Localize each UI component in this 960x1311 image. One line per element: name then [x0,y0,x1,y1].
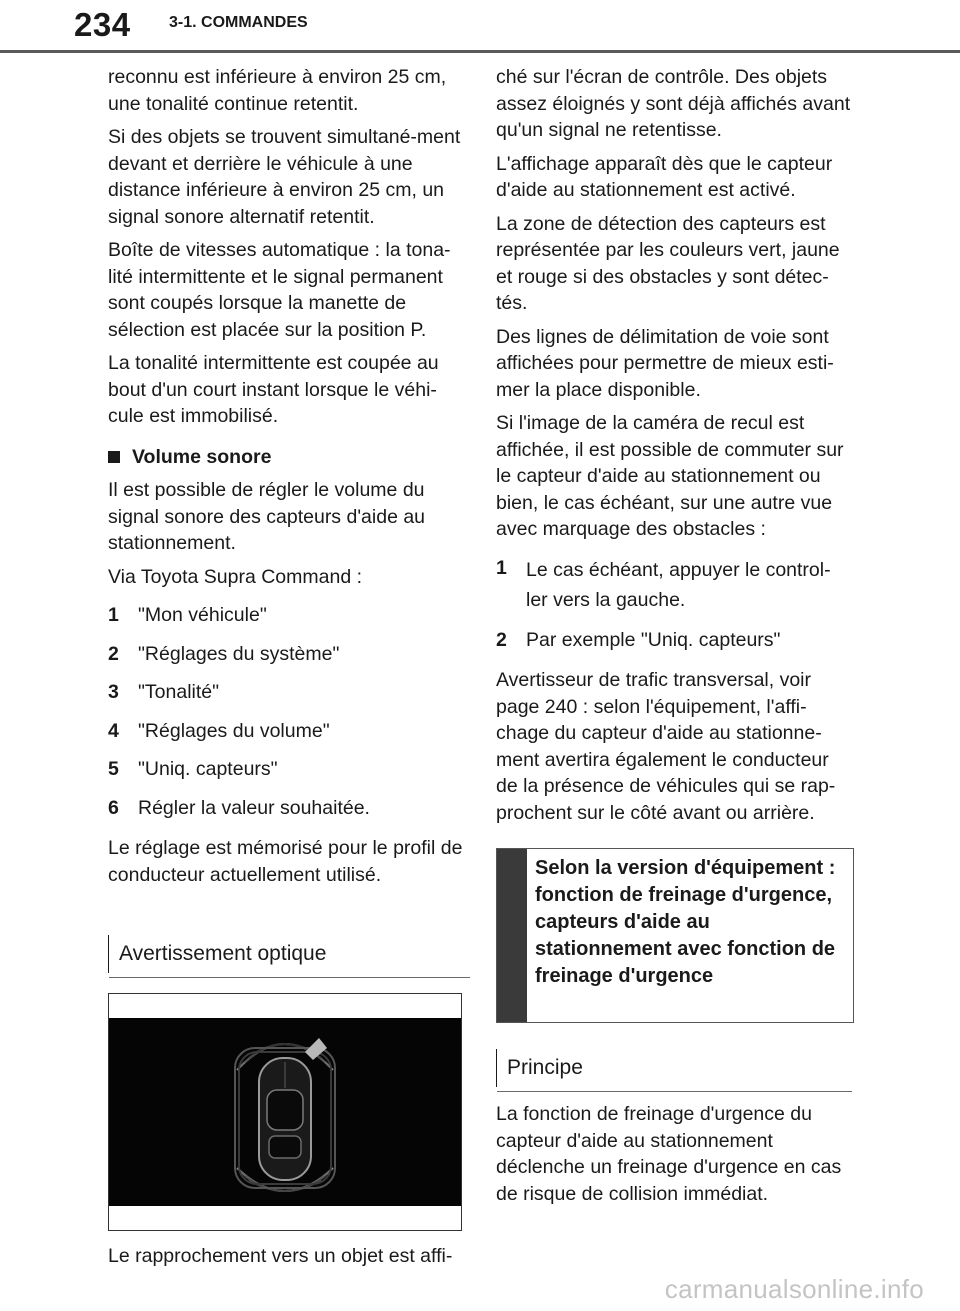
step-number: 6 [108,796,119,819]
paragraph: L'affichage apparaît dès que le capteur d'aide au stationnement est activé. [496,152,833,201]
left-column [108,64,470,1277]
section-title: 3-1. COMMANDES [169,14,308,31]
watermark: carmanualsonline.info [664,1274,924,1304]
paragraph: Si l'image de la caméra de recul est affichée, il est possible de commuter sur le capteur d'aide au stationnement ou bien, le cas échéant, sur une autre vue avec marquage des obstacles : [496,412,844,540]
step-text: Régler la valeur souhaitée. [138,796,370,819]
paragraph: Via Toyota Supra Command : [108,565,363,588]
square-bullet-icon [108,451,120,463]
step-text: "Tonalité" [138,681,220,703]
step-text: Par exemple "Uniq. capteurs" [526,628,781,651]
section-heading-optical-warning [108,935,470,973]
callout-title: Selon la version d'équipement : fonction de freinage d'urgence, capteurs d'aide au stationnement avec fonction de freinage d'urgence [535,857,836,987]
step-item [108,602,470,629]
subheading-volume [108,444,470,471]
step-number: 2 [496,628,507,651]
step-number: 1 [496,556,507,579]
paragraph: La fonction de freinage d'urgence du capteur d'aide au stationnement déclenche un freinage d'urgence en cas de risque de collision immédiat. [496,1103,842,1205]
step-item [496,555,852,615]
step-item [108,795,470,822]
car-top-view-illustration [109,1018,461,1206]
paragraph: La zone de détection des capteurs est représentée par les couleurs vert, jaune et rouge si des obstacles y sont détec-tés. [496,212,840,314]
header-rule [0,50,960,53]
page-header [0,0,960,56]
step-item [108,756,470,783]
paragraph: Il est possible de régler le volume du signal sonore des capteurs d'aide au stationnement. [108,479,426,554]
paragraph: Des lignes de délimitation de voie sont affichées pour permettre de mieux esti-mer la place disponible. [496,325,834,401]
section-heading-label: Principe [507,1056,583,1079]
parking-sensor-figure [108,993,462,1231]
callout-bar [497,849,527,1022]
step-text: "Réglages du volume" [138,719,330,742]
step-number: 4 [108,719,119,742]
paragraph: reconnu est inférieure à environ 25 cm, une tonalité continue retentit. [108,66,447,115]
subheading-label: Volume sonore [132,445,272,468]
paragraph: Avertisseur de trafic transversal, voir page 240 : selon l'équipement, l'affi-chage du capteur d'aide au stationne-ment avertira également le conducteur de la présence de véhicules qui se rap-prochent sur le côté avant ou arrière. [496,669,836,824]
section-heading-principle [496,1049,852,1087]
step-item [108,718,470,745]
control-display-screen [109,1018,461,1206]
step-item [108,679,470,706]
car-body [259,1058,311,1180]
step-number: 1 [108,604,119,626]
paragraph: Le rapprochement vers un objet est affi- [108,1245,453,1267]
step-text: Le cas échéant, appuyer le control-ler vers la gauche. [526,558,831,611]
right-column [496,64,852,1214]
step-item [496,627,852,654]
step-number: 2 [108,642,119,665]
step-item [108,641,470,668]
paragraph: La tonalité intermittente est coupée au bout d'un court instant lorsque le véhi-cule est immobilisé. [108,352,439,427]
step-text: "Réglages du système" [138,642,340,665]
paragraph: Boîte de vitesses automatique : la tona-lité intermittente et le signal permanent sont coupés lorsque la manette de sélection est placée sur la position P. [108,239,451,341]
step-number: 3 [108,681,119,703]
step-number: 5 [108,758,119,780]
paragraph: Le réglage est mémorisé pour le profil de conducteur actuellement utilisé. [108,837,463,886]
paragraph: Si des objets se trouvent simultané-ment devant et derrière le véhicule à une distance inférieure à environ 25 cm, un signal sonore alternatif retentit. [108,126,461,228]
paragraph: ché sur l'écran de contrôle. Des objets assez éloignés y sont déjà affichés avant qu'un signal ne retentisse. [496,66,851,141]
step-text: "Mon véhicule" [138,604,267,626]
step-text: "Uniq. capteurs" [138,758,278,780]
page-number: 234 [74,6,131,43]
section-heading-label: Avertissement optique [119,942,327,965]
feature-callout-box [496,848,854,1023]
